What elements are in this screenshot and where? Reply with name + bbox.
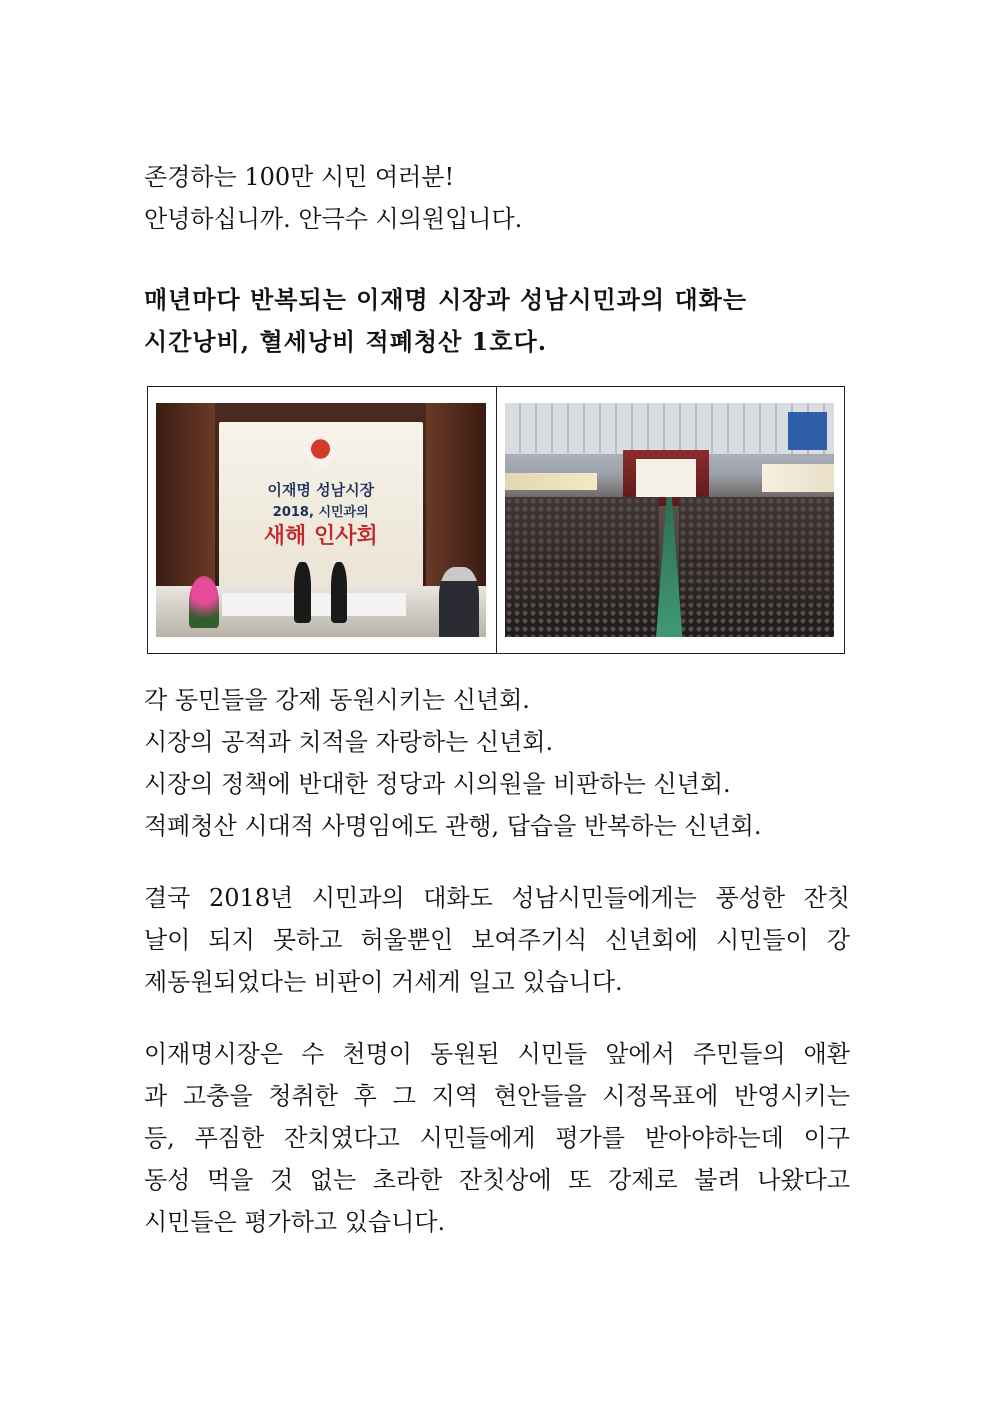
greeting-line: 존경하는 100만 시민 여러분! bbox=[144, 163, 455, 191]
paragraph-2-line-2: 과 고충을 청취한 후 그 지역 현안들을 시정목표에 반영시키는 bbox=[144, 1082, 850, 1110]
critique-line-2: 시장의 공적과 치적을 자랑하는 신년회. bbox=[144, 728, 554, 756]
photo-table bbox=[147, 386, 845, 654]
audience-crowd bbox=[505, 497, 660, 637]
paragraph-2-line-1: 이재명시장은 수 천명이 동원된 시민들 앞에서 주민들의 애환 bbox=[144, 1040, 850, 1068]
banner-event-name: 새해 인사회 bbox=[263, 524, 378, 550]
paragraph-2-line-3: 등, 푸짐한 잔치였다고 시민들에게 평가를 받아야하는데 이구 bbox=[144, 1124, 850, 1152]
headline-line-1: 매년마다 반복되는 이재명 시장과 성남시민과의 대화는 bbox=[144, 285, 748, 314]
audience-figure bbox=[439, 567, 479, 637]
stage-photo bbox=[156, 403, 486, 637]
hall-banner-right bbox=[762, 464, 834, 492]
banner-title: 이재명 성남시장 bbox=[267, 480, 375, 499]
performer-figure bbox=[294, 562, 310, 623]
paragraph-1-line-1: 결국 2018년 시민과의 대화도 성남시민들에게는 풍성한 잔칫 bbox=[144, 884, 850, 912]
paragraph-1-line-3: 제동원되었다는 비판이 거세게 일고 있습니다. bbox=[144, 968, 623, 996]
stage-banner bbox=[636, 459, 695, 496]
photo-cell-hall bbox=[496, 387, 845, 653]
hall-crowd-photo bbox=[505, 403, 835, 637]
flower-arrangement bbox=[189, 576, 219, 627]
introduction-line: 안녕하십니까. 안극수 시의원입니다. bbox=[144, 205, 523, 233]
paragraph-1-line-2: 날이 되지 못하고 허울뿐인 보여주기식 신년회에 시민들이 강 bbox=[144, 926, 850, 954]
display-screen bbox=[788, 412, 828, 449]
paragraph-2-line-4: 동성 먹을 것 없는 초라한 잔칫상에 또 강제로 불려 나왔다고 bbox=[144, 1166, 850, 1194]
critique-line-1: 각 동민들을 강제 동원시키는 신년회. bbox=[144, 686, 530, 714]
hall-banner-left bbox=[505, 473, 597, 489]
audience-crowd bbox=[679, 497, 834, 637]
headline-line-2: 시간낭비, 혈세낭비 적폐청산 1호다. bbox=[144, 327, 548, 356]
critique-line-4: 적폐청산 시대적 사명임에도 관행, 답습을 반복하는 신년회. bbox=[144, 812, 762, 840]
paragraph-2-line-5: 시민들은 평가하고 있습니다. bbox=[144, 1208, 446, 1236]
event-banner bbox=[219, 422, 423, 590]
critique-line-3: 시장의 정책에 반대한 정당과 시의원을 비판하는 신년회. bbox=[144, 770, 731, 798]
performer-figure bbox=[331, 562, 347, 623]
photo-cell-stage bbox=[148, 387, 496, 653]
event-logo-icon bbox=[304, 432, 337, 466]
banner-subtitle: 2018, 시민과의 bbox=[272, 504, 369, 520]
